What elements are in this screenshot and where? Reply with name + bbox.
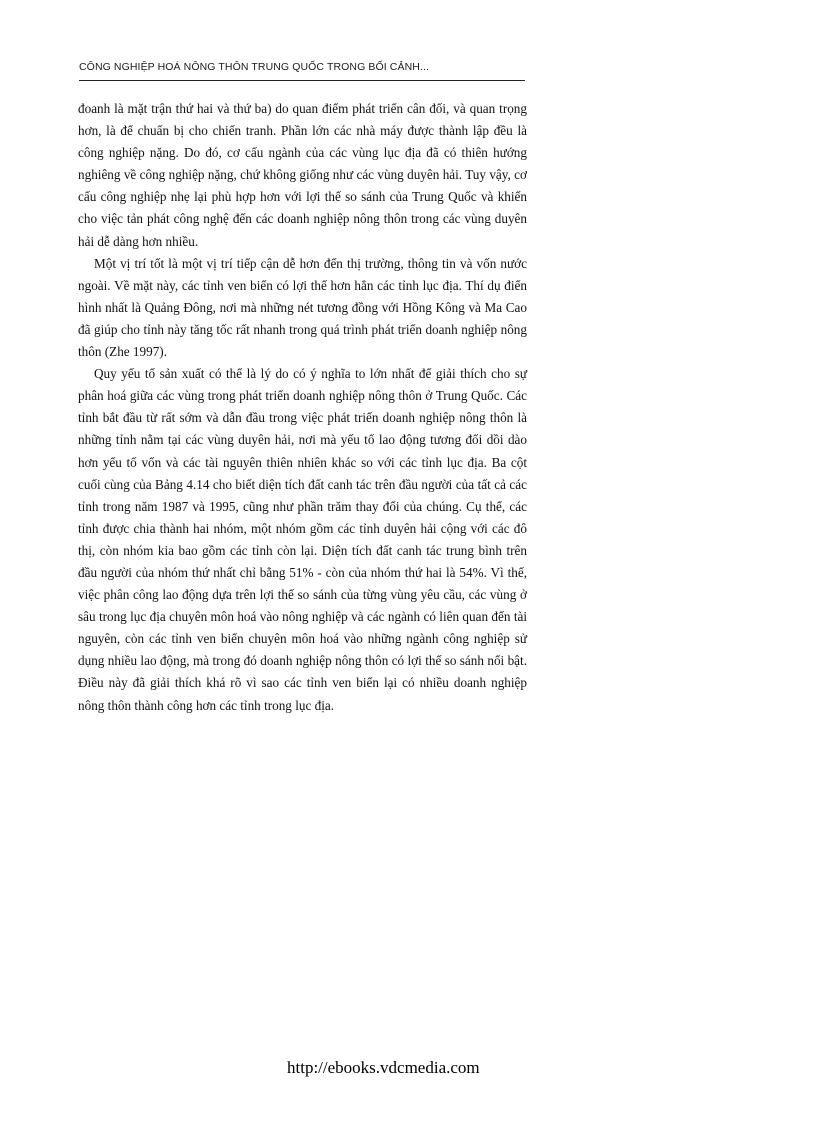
footer-url[interactable]: http://ebooks.vdcmedia.com (287, 1058, 480, 1077)
header-divider (79, 80, 525, 81)
paragraph: Một vị trí tốt là một vị trí tiếp cận dễ hơn đến thị trường, thông tin và vốn nước ngoài. Về mặt này, các tỉnh ven biển có lợi thế hơn hẳn các tỉnh lục địa. Thí dụ điển hình nhất là Quảng Đông, nơi mà những nét tương đồng với Hồng Kông và Ma Cao đã giúp cho tỉnh này tăng tốc rất nhanh trong quá trình phát triển doanh nghiệp nông thôn (Zhe 1997). (78, 255, 527, 360)
page-body (78, 98, 527, 717)
running-header: CÔNG NGHIỆP HOÁ NÔNG THÔN TRUNG QUỐC TRONG BỐI CẢNH... (79, 61, 429, 73)
paragraph: đoanh là mặt trận thứ hai và thứ ba) do quan điểm phát triển cân đối, và quan trọng hơn, là để chuẩn bị cho chiến tranh. Phần lớn các nhà máy được thành lập đều là công nghiệp nặng. Do đó, cơ cấu ngành của các vùng lục địa đã có thiên hướng nghiêng về công nghiệp nặng, chứ không giống như các vùng duyên hải. Tuy vậy, cơ cấu công nghiệp nhẹ lại phù hợp hơn với lợi thế so sánh của Trung Quốc và khiến cho việc tản phát công nghệ đến các doanh nghiệp nông thôn trong các vùng duyên hải dễ dàng hơn nhiều. (78, 101, 527, 249)
paragraph: Quy yếu tố sản xuất có thể là lý do có ý nghĩa to lớn nhất để giải thích cho sự phân hoá giữa các vùng trong phát triển doanh nghiệp nông thôn ở Trung Quốc. Các tỉnh bắt đầu từ rất sớm và dẫn đầu trong việc phát triển doanh nghiệp nông thôn là những tỉnh nằm tại các vùng duyên hải, nơi mà yếu tố lao động tương đối dồi dào hơn yếu tố vốn và các tài nguyên thiên nhiên khác so với các tỉnh lục địa. Ba cột cuối cùng của Bảng 4.14 cho biết diện tích đất canh tác trên đầu người của tất cả các tỉnh trong năm 1987 và 1995, cũng như phần trăm thay đổi của chúng. Cụ thể, các tỉnh được chia thành hai nhóm, một nhóm gồm các tỉnh duyên hải cộng với các đô thị, còn nhóm kia bao gồm các tỉnh còn lại. Diện tích đất canh tác trung bình trên đầu người của nhóm thứ nhất chỉ bằng 51% - còn của nhóm thứ hai là 54%. Vì thế, việc phân công lao động dựa trên lợi thế so sánh của từng vùng yêu cầu, các vùng ở sâu trong lục địa chuyên môn hoá vào nông nghiệp và các ngành có liên quan đến tài nguyên, còn các tỉnh ven biển chuyên môn hoá vào những ngành công nghiệp sử dụng nhiều lao động, mà trong đó doanh nghiệp nông thôn có lợi thế so sánh nổi bật. Điều này đã giải thích khá rõ vì sao các tỉnh ven biển lại có nhiều doanh nghiệp nông thôn thành công hơn các tỉnh trong lục địa. (78, 366, 527, 713)
